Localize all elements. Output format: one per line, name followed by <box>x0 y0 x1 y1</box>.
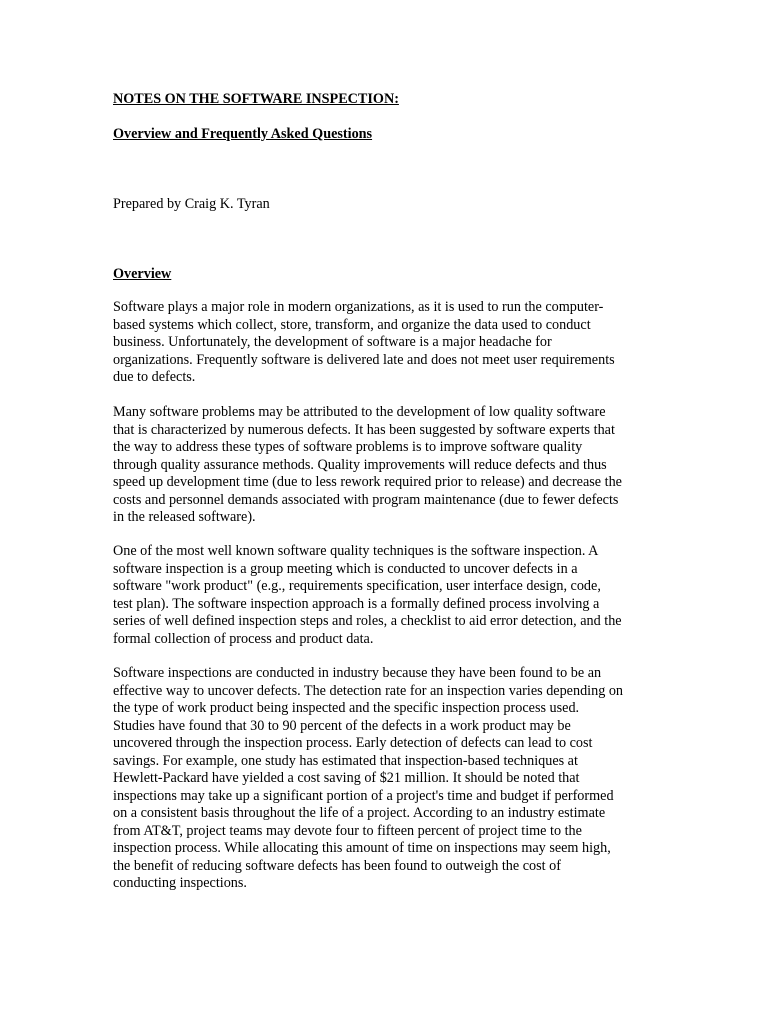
document-subtitle: Overview and Frequently Asked Questions <box>113 126 373 142</box>
paragraph-line: business. Unfortunately, the development of software is a major headache for <box>113 334 552 350</box>
paragraph-line: test plan). The software inspection approach is a formally defined process involving a <box>113 595 600 612</box>
paragraph-line: speed up development time (due to less rework required prior to release) and decrease the <box>113 474 622 490</box>
paragraph <box>113 404 658 527</box>
paragraph-line: through quality assurance methods. Quality improvements will reduce defects and thus <box>113 456 607 473</box>
author-line: Prepared by Craig K. Tyran <box>113 196 270 212</box>
paragraph-line: based systems which collect, store, transform, and organize the data used to conduct <box>113 316 591 333</box>
paragraph-line: inspections may take up a significant portion of a project's time and budget if performed <box>113 787 614 804</box>
section-heading-overview: Overview <box>113 266 172 282</box>
paragraph-line: Software inspections are conducted in industry because they have been found to be an <box>113 665 602 681</box>
paragraph <box>113 299 658 387</box>
paragraph-line: in the released software). <box>113 509 256 525</box>
paragraph-line: the benefit of reducing software defects has been found to outweigh the cost of <box>113 857 561 874</box>
paragraph-line: series of well defined inspection steps and roles, a checklist to aid error detection, and the <box>113 613 622 629</box>
paragraph-line: Hewlett-Packard have yielded a cost saving of $21 million. It should be noted that <box>113 770 580 786</box>
paragraph-line: due to defects. <box>113 369 196 385</box>
paragraph-line: on a consistent basis throughout the life of a project. According to an industry estimate <box>113 805 606 821</box>
paragraph-line: savings. For example, one study has estimated that inspection-based techniques at <box>113 752 578 769</box>
paragraph <box>113 543 658 648</box>
paragraph-line: inspection process. While allocating this amount of time on inspections may seem high, <box>113 840 611 856</box>
paragraph-line: conducting inspections. <box>113 875 247 891</box>
paragraph-line: software "work product" (e.g., requirements specification, user interface design, code, <box>113 578 601 594</box>
paragraph-line: formal collection of process and product data. <box>113 630 374 647</box>
paragraph-line: Many software problems may be attributed to the development of low quality software <box>113 404 606 420</box>
paragraph-line: from AT&T, project teams may devote four to fifteen percent of project time to the <box>113 822 582 839</box>
paragraph-line: costs and personnel demands associated with program maintenance (due to fewer defects <box>113 491 619 508</box>
paragraph-line: Software plays a major role in modern organizations, as it is used to run the computer- <box>113 299 604 315</box>
paragraph-line: Studies have found that 30 to 90 percent of the defects in a work product may be <box>113 717 571 734</box>
paragraph-line: uncovered through the inspection process. Early detection of defects can lead to cost <box>113 735 593 751</box>
paragraph-line: One of the most well known software quality techniques is the software inspection. A <box>113 543 599 559</box>
document-title: NOTES ON THE SOFTWARE INSPECTION: <box>113 91 399 107</box>
paragraph <box>113 665 658 893</box>
paragraph-line: organizations. Frequently software is delivered late and does not meet user requirements <box>113 351 615 368</box>
paragraph-line: software inspection is a group meeting which is conducted to uncover defects in a <box>113 560 578 577</box>
paragraph-line: the type of work product being inspected and the specific inspection process used. <box>113 700 580 716</box>
paragraph-line: that is characterized by numerous defects. It has been suggested by software experts that <box>113 421 615 438</box>
paragraph-line: effective way to uncover defects. The detection rate for an inspection varies depending on <box>113 682 624 699</box>
paragraph-line: the way to address these types of software problems is to improve software quality <box>113 439 583 455</box>
